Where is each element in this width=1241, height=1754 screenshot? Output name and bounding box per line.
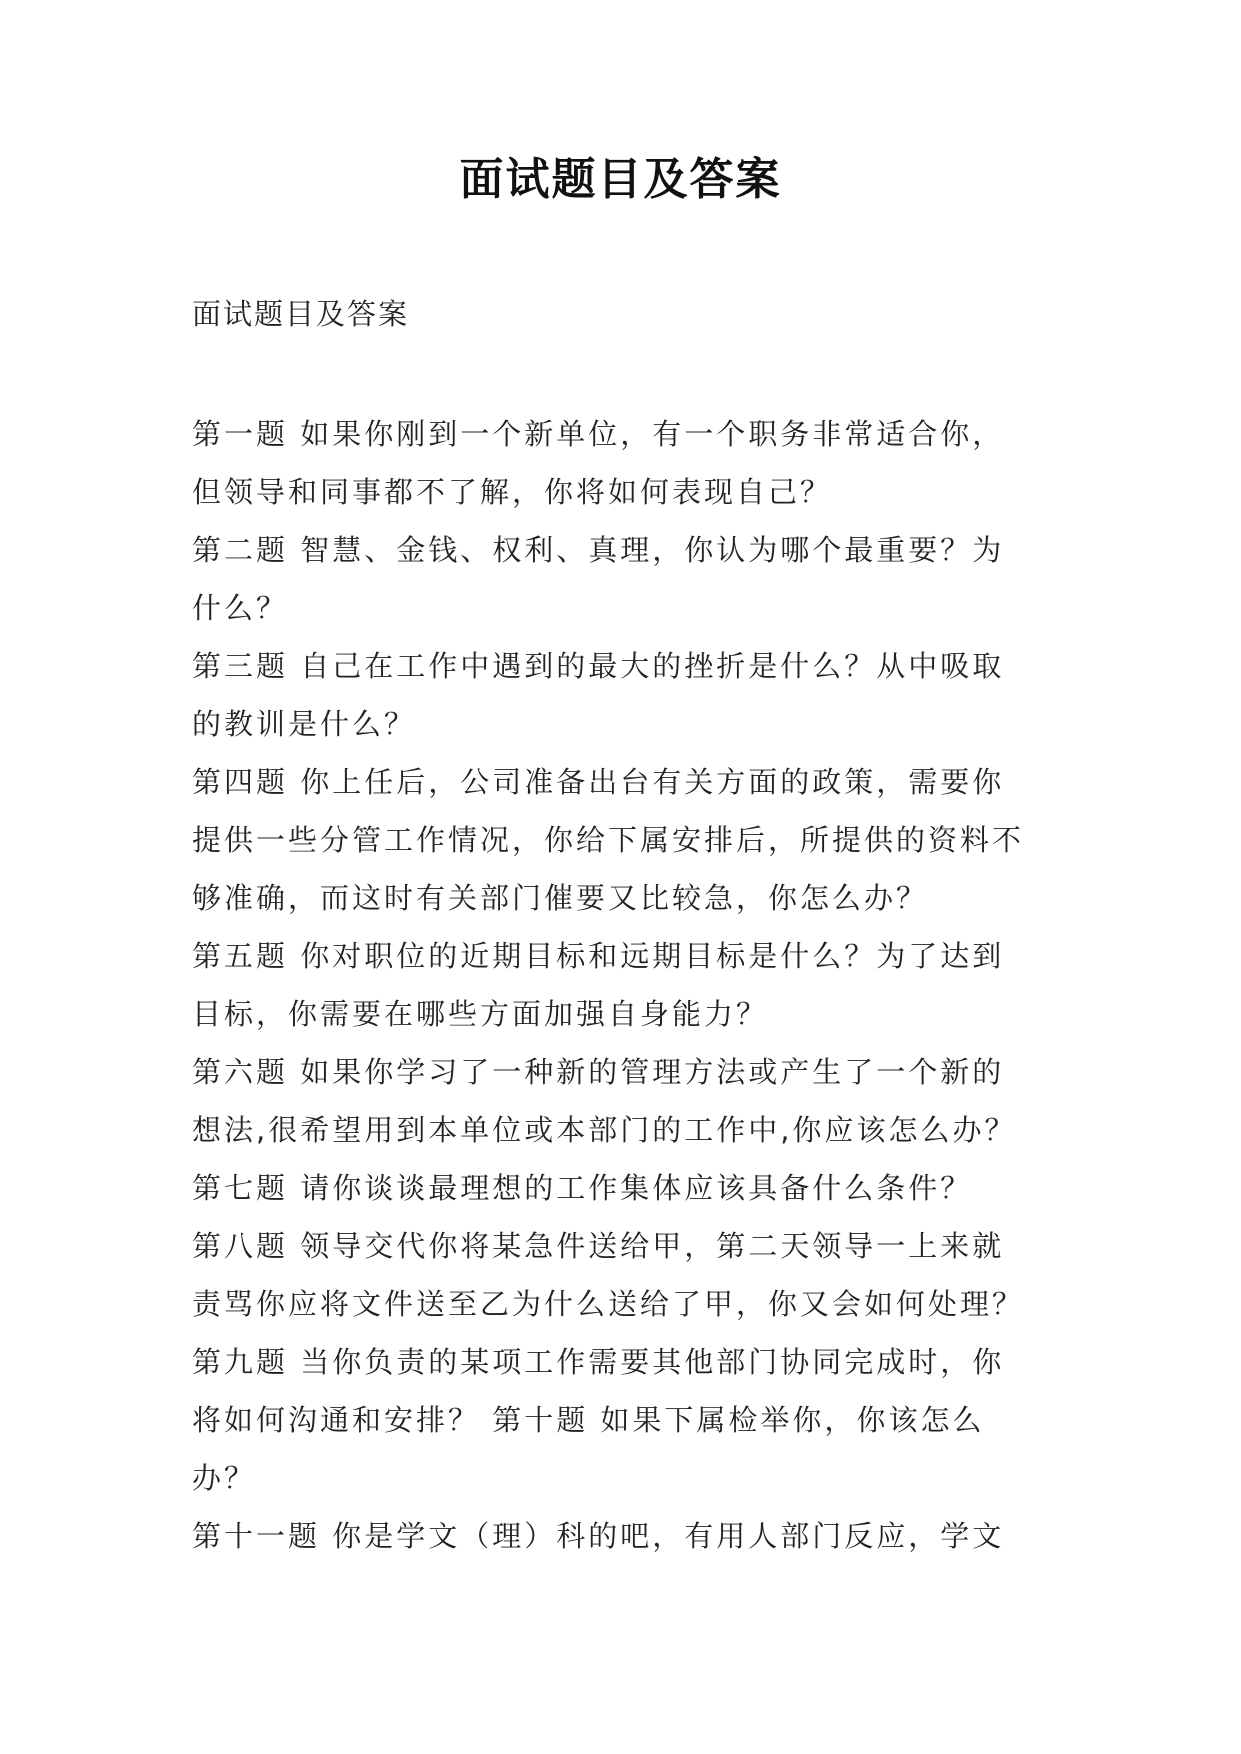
document-title: 面试题目及答案 <box>459 154 782 205</box>
body-line: 责骂你应将文件送至乙为什么送给了甲，你又会如何处理？ <box>192 1287 1025 1321</box>
body-line: 但领导和同事都不了解，你将如何表现自己？ <box>192 475 833 509</box>
body-line: 第四题 你上任后，公司准备出台有关方面的政策，需要你 <box>192 765 1005 799</box>
document-subtitle: 面试题目及答案 <box>192 297 410 331</box>
body-line: 什么？ <box>192 591 289 625</box>
body-line: 的教训是什么？ <box>192 707 417 741</box>
body-line: 提供一些分管工作情况，你给下属安排后，所提供的资料不 <box>192 823 1025 857</box>
document-body <box>192 405 1080 1565</box>
body-line: 第九题 当你负责的某项工作需要其他部门协同完成时，你 <box>192 1345 1005 1379</box>
body-line: 第六题 如果你学习了一种新的管理方法或产生了一个新的 <box>192 1055 1005 1089</box>
body-line: 第五题 你对职位的近期目标和远期目标是什么？为了达到 <box>192 939 1005 973</box>
body-line: 第一题 如果你刚到一个新单位，有一个职务非常适合你， <box>192 417 1005 451</box>
body-line: 够准确，而这时有关部门催要又比较急，你怎么办？ <box>192 881 929 915</box>
body-line: 第八题 领导交代你将某急件送给甲，第二天领导一上来就 <box>192 1229 1005 1263</box>
body-line: 第十一题 你是学文（理）科的吧，有用人部门反应，学文 <box>192 1519 1005 1553</box>
body-line: 想法,很希望用到本单位或本部门的工作中,你应该怎么办？ <box>192 1113 1017 1147</box>
body-line: 第七题 请你谈谈最理想的工作集体应该具备什么条件？ <box>192 1171 973 1205</box>
body-line: 第二题 智慧、金钱、权利、真理，你认为哪个最重要？为 <box>192 533 1005 567</box>
body-line: 目标，你需要在哪些方面加强自身能力？ <box>192 997 769 1031</box>
body-line: 第三题 自己在工作中遇到的最大的挫折是什么？从中吸取 <box>192 649 1005 683</box>
body-line: 将如何沟通和安排？ 第十题 如果下属检举你，你该怎么 <box>192 1403 985 1437</box>
body-line: 办？ <box>192 1461 257 1495</box>
